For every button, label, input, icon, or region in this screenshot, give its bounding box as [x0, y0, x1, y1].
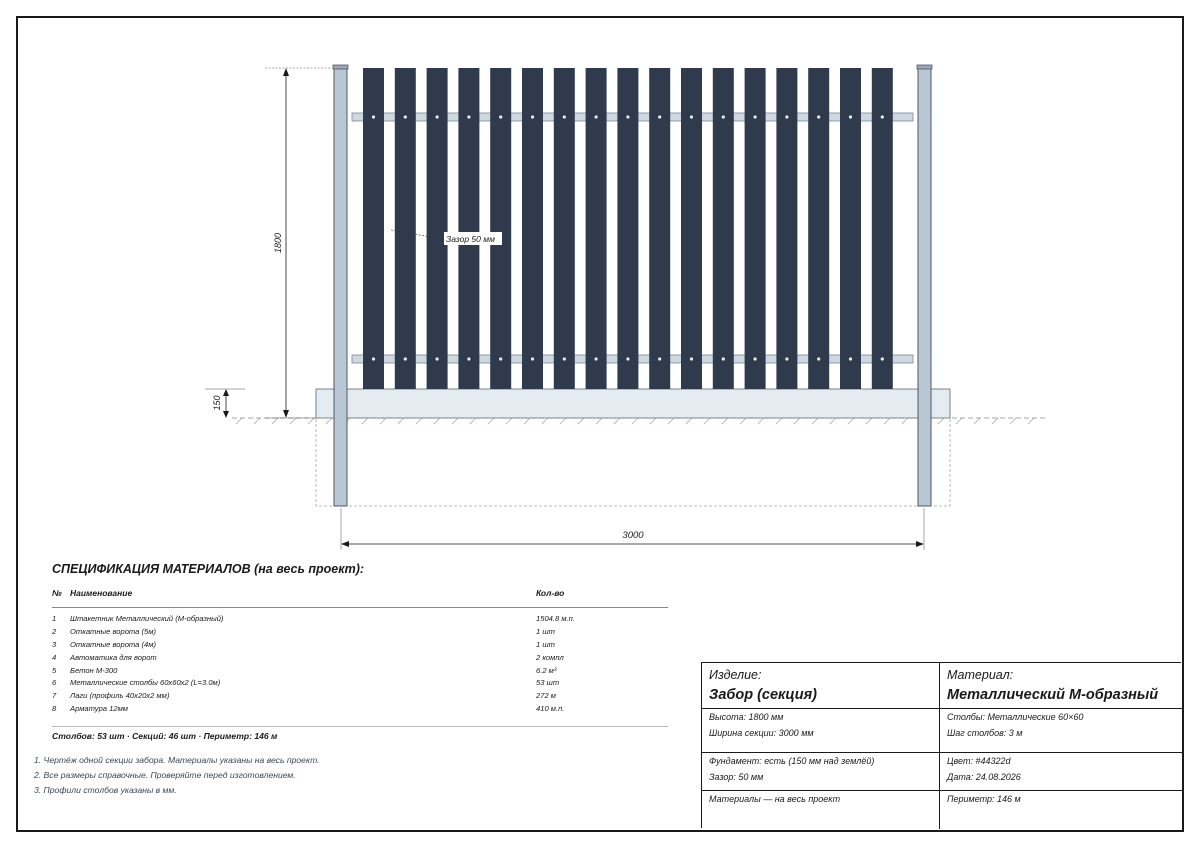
rail-bolt — [658, 357, 661, 360]
drawing-notes — [34, 753, 320, 798]
ground-hatch — [470, 418, 476, 424]
tb-material-label: Материал: — [947, 668, 1014, 682]
rail-bolt — [817, 115, 820, 118]
spec-header-no: № — [52, 588, 62, 598]
rail-bolt — [467, 357, 470, 360]
ground-hatch — [1028, 418, 1034, 424]
note-2: 2. Все размеры справочные. Проверяйте перед изготовлением. — [34, 770, 296, 780]
rail-bolt — [595, 357, 598, 360]
rail-bolt — [754, 115, 757, 118]
ground-hatch — [524, 418, 530, 424]
ground-hatch — [902, 418, 908, 424]
ground-hatch — [704, 418, 710, 424]
spec-row-no: 8 — [52, 704, 57, 714]
ground-hatch — [668, 418, 674, 424]
spec-row-name: Бетон М-300 — [70, 665, 118, 675]
ground-hatch — [272, 418, 278, 424]
spec-row-no: 1 — [52, 614, 57, 623]
rail-bolt — [690, 115, 693, 118]
height-arrow-top — [283, 68, 289, 76]
ground-hatch — [236, 418, 242, 424]
plinth-arrow-bottom — [223, 411, 229, 418]
ground-hatch — [362, 418, 368, 424]
rail-bolt — [563, 357, 566, 360]
ground-hatch — [974, 418, 980, 424]
ground-hatch — [452, 418, 458, 424]
rail-bolt — [372, 357, 375, 360]
tb-height: Высота: 1800 мм — [709, 712, 784, 722]
ground-hatch — [686, 418, 692, 424]
spec-row-name: Штакетник Металлический (М-образный) — [70, 614, 224, 623]
tb-divider-2 — [702, 752, 1182, 753]
rail-bolt — [499, 357, 502, 360]
ground-hatching — [236, 418, 1034, 424]
pickets — [363, 68, 893, 389]
width-arrow-right — [916, 541, 924, 547]
spec-row-qty: 1504.8 м.п. — [536, 614, 575, 623]
table-row — [52, 613, 668, 626]
table-row — [52, 639, 668, 652]
rail-bolt — [722, 357, 725, 360]
ground-hatch — [776, 418, 782, 424]
ground-hatch — [758, 418, 764, 424]
tb-divider-1 — [702, 708, 1182, 709]
ground-hatch — [254, 418, 260, 424]
spec-row-name: Откатные ворота (4м) — [70, 639, 156, 649]
note-3: 3. Профили столбов указаны в мм. — [34, 785, 177, 795]
rail-bolt — [690, 357, 693, 360]
rail-bolt — [531, 115, 534, 118]
tb-gap: Зазор: 50 мм — [709, 772, 764, 782]
ground-hatch — [866, 418, 872, 424]
ground-hatch — [506, 418, 512, 424]
tb-divider-3 — [702, 790, 1182, 791]
spec-row-qty: 53 шт — [536, 678, 560, 688]
ground-hatch — [650, 418, 656, 424]
tb-product-value: Забор (секция) — [709, 687, 817, 703]
ground-hatch — [794, 418, 800, 424]
spec-header-name: Наименование — [70, 588, 133, 598]
ground-hatch — [740, 418, 746, 424]
height-arrow-bottom — [283, 410, 289, 418]
ground-hatch — [434, 418, 440, 424]
width-arrow-left — [341, 541, 349, 547]
spec-row-no: 6 — [52, 678, 57, 688]
ground-hatch — [596, 418, 602, 424]
tb-product-label: Изделие: — [709, 668, 762, 682]
rail-bolt — [563, 115, 566, 118]
spec-row-name: Металлические столбы 60х60х2 (L=3.0м) — [70, 678, 221, 688]
rail-bolt — [372, 115, 375, 118]
gap-label: Зазор 50 мм — [446, 234, 495, 244]
ground-hatch — [578, 418, 584, 424]
table-row — [52, 703, 668, 716]
rail-bolt — [404, 357, 407, 360]
spec-row-no: 5 — [52, 665, 57, 675]
spec-row-qty: 1 шт — [536, 626, 555, 636]
title-block — [701, 662, 1181, 828]
spec-row-qty: 6.2 м³ — [536, 665, 557, 675]
table-row — [52, 652, 668, 665]
ground-hatch — [812, 418, 818, 424]
tb-date: Дата: 24.08.2026 — [947, 772, 1021, 782]
rail-bolt — [626, 115, 629, 118]
spec-header-qty: Кол-во — [536, 588, 565, 598]
ground-hatch — [830, 418, 836, 424]
tb-perimeter: Периметр: 146 м — [947, 794, 1021, 804]
spec-row-no: 2 — [52, 626, 57, 636]
rail-bolt — [658, 115, 661, 118]
rail-bolt — [467, 115, 470, 118]
right-post-cap — [917, 65, 932, 69]
width-dim-label: 3000 — [622, 530, 644, 541]
spec-row-name: Арматура 12мм — [70, 704, 129, 714]
rail-bolt — [404, 115, 407, 118]
tb-color: Цвет: #44322d — [947, 756, 1011, 766]
spec-row-qty: 272 м — [536, 691, 556, 701]
ground-hatch — [290, 418, 296, 424]
rail-bolt — [595, 115, 598, 118]
ground-hatch — [938, 418, 944, 424]
tb-materials-note: Материалы — на весь проект — [709, 794, 841, 804]
ground-hatch — [380, 418, 386, 424]
spec-row-qty: 2 компл — [536, 652, 564, 662]
spec-rows — [52, 608, 668, 716]
right-post — [918, 68, 931, 506]
tb-width: Ширина секции: 3000 мм — [709, 728, 814, 738]
tb-material-value: Металлический М-образный — [947, 687, 1159, 703]
rail-bolt — [881, 357, 884, 360]
ground-hatch — [560, 418, 566, 424]
left-post-cap — [333, 65, 348, 69]
rail-bolt — [817, 357, 820, 360]
spec-row-no: 4 — [52, 652, 57, 662]
ground-hatch — [956, 418, 962, 424]
spec-row-name: Откатные ворота (5м) — [70, 626, 156, 636]
plinth — [316, 389, 950, 418]
rail-bolt — [849, 115, 852, 118]
tb-posts: Столбы: Металлические 60×60 — [947, 712, 1084, 722]
rail-bolt — [436, 357, 439, 360]
ground-hatch — [848, 418, 854, 424]
table-row — [52, 665, 668, 678]
table-row — [52, 690, 668, 703]
plinth-arrow-top — [223, 389, 229, 396]
rail-bolt — [499, 115, 502, 118]
tb-foundation: Фундамент: есть (150 мм над землёй) — [709, 756, 875, 766]
ground-hatch — [1010, 418, 1016, 424]
rail-bolt — [849, 357, 852, 360]
height-dim-label: 1800 — [273, 232, 283, 254]
ground-hatch — [542, 418, 548, 424]
rail-bolt — [722, 115, 725, 118]
rail-bolt — [531, 357, 534, 360]
rail-bolt — [754, 357, 757, 360]
left-post — [334, 68, 347, 506]
table-row — [52, 626, 668, 639]
rail-bolt — [436, 115, 439, 118]
rail-bolt — [785, 357, 788, 360]
ground-hatch — [722, 418, 728, 424]
foundation-outline — [316, 418, 950, 506]
spec-row-name: Лаги (профиль 40х20х2 мм) — [70, 691, 170, 701]
spec-header-row — [52, 588, 668, 608]
ground-hatch — [326, 418, 332, 424]
ground-hatch — [416, 418, 422, 424]
spec-row-qty: 1 шт — [536, 639, 555, 649]
rail-bolt — [785, 115, 788, 118]
materials-spec — [52, 562, 668, 741]
ground-hatch — [308, 418, 314, 424]
spec-row-qty: 410 м.п. — [536, 704, 565, 714]
rail-bolt — [626, 357, 629, 360]
ground-hatch — [884, 418, 890, 424]
spec-row-no: 3 — [52, 639, 57, 649]
spec-summary: Столбов: 53 шт · Секций: 46 шт · Периметр: 146 м — [52, 726, 668, 741]
table-row — [52, 677, 668, 690]
tb-post-step: Шаг столбов: 3 м — [947, 728, 1023, 738]
ground-hatch — [488, 418, 494, 424]
ground-hatch — [398, 418, 404, 424]
ground-hatch — [632, 418, 638, 424]
spec-title: СПЕЦИФИКАЦИЯ МАТЕРИАЛОВ (на весь проект): — [52, 562, 365, 576]
ground-hatch — [992, 418, 998, 424]
spec-row-no: 7 — [52, 691, 57, 701]
tb-divider-vertical — [939, 663, 940, 829]
note-1: 1. Чертёж одной секции забора. Материалы указаны на весь проект. — [34, 755, 320, 765]
plinth-dim-label: 150 — [212, 395, 222, 411]
spec-row-name: Автоматика для ворот — [70, 652, 157, 662]
ground-hatch — [614, 418, 620, 424]
rail-bolt — [881, 115, 884, 118]
